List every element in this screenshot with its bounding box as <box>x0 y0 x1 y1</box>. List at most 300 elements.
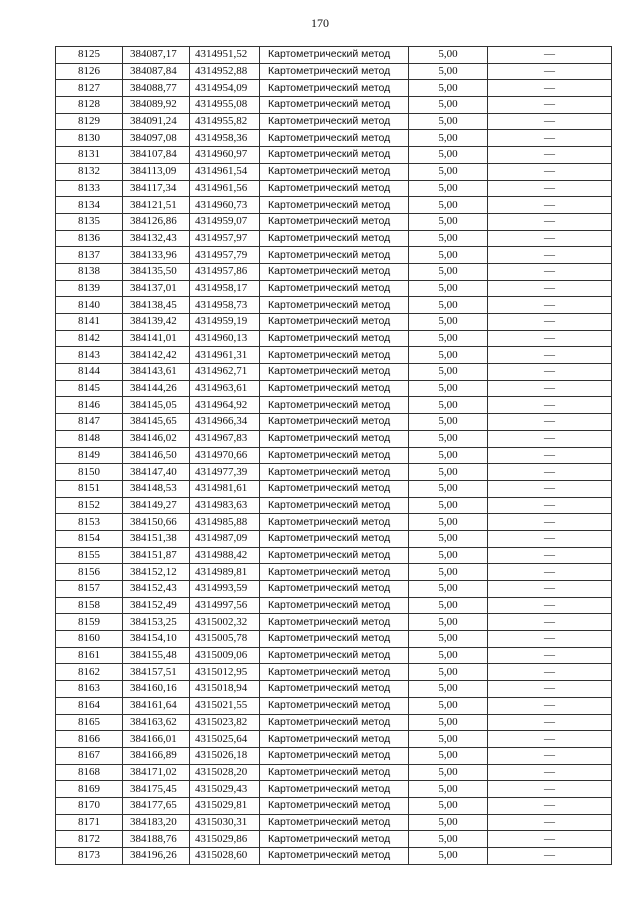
table-row <box>56 213 612 230</box>
y-coordinate-cell: 4315023,82 <box>190 714 260 731</box>
y-coordinate-cell: 4314960,73 <box>190 197 260 214</box>
accuracy-cell: 5,00 <box>409 63 488 80</box>
point-number-cell: 8154 <box>56 530 123 547</box>
method-cell: Картометрический метод <box>260 547 409 564</box>
table-row <box>56 480 612 497</box>
table-row <box>56 764 612 781</box>
note-cell: — <box>488 180 612 197</box>
note-cell: — <box>488 597 612 614</box>
point-number-cell: 8142 <box>56 330 123 347</box>
point-number-cell: 8126 <box>56 63 123 80</box>
note-cell: — <box>488 581 612 598</box>
note-cell: — <box>488 347 612 364</box>
x-coordinate-cell: 384087,84 <box>123 63 190 80</box>
x-coordinate-cell: 384188,76 <box>123 831 190 848</box>
method-cell: Картометрический метод <box>260 97 409 114</box>
note-cell: — <box>488 614 612 631</box>
note-cell: — <box>488 814 612 831</box>
x-coordinate-cell: 384144,26 <box>123 380 190 397</box>
method-cell: Картометрический метод <box>260 764 409 781</box>
accuracy-cell: 5,00 <box>409 364 488 381</box>
accuracy-cell: 5,00 <box>409 714 488 731</box>
note-cell: — <box>488 130 612 147</box>
y-coordinate-cell: 4314957,97 <box>190 230 260 247</box>
table-row <box>56 330 612 347</box>
point-number-cell: 8167 <box>56 747 123 764</box>
x-coordinate-cell: 384091,24 <box>123 113 190 130</box>
method-cell: Картометрический метод <box>260 447 409 464</box>
point-number-cell: 8137 <box>56 247 123 264</box>
accuracy-cell: 5,00 <box>409 514 488 531</box>
point-number-cell: 8141 <box>56 314 123 331</box>
table-row <box>56 464 612 481</box>
x-coordinate-cell: 384097,08 <box>123 130 190 147</box>
accuracy-cell: 5,00 <box>409 614 488 631</box>
accuracy-cell: 5,00 <box>409 530 488 547</box>
method-cell: Картометрический метод <box>260 147 409 164</box>
y-coordinate-cell: 4315028,20 <box>190 764 260 781</box>
accuracy-cell: 5,00 <box>409 247 488 264</box>
x-coordinate-cell: 384150,66 <box>123 514 190 531</box>
note-cell: — <box>488 447 612 464</box>
table-row <box>56 647 612 664</box>
x-coordinate-cell: 384175,45 <box>123 781 190 798</box>
note-cell: — <box>488 297 612 314</box>
table-row <box>56 747 612 764</box>
accuracy-cell: 5,00 <box>409 480 488 497</box>
x-coordinate-cell: 384153,25 <box>123 614 190 631</box>
method-cell: Картометрический метод <box>260 848 409 865</box>
x-coordinate-cell: 384196,26 <box>123 848 190 865</box>
note-cell: — <box>488 97 612 114</box>
accuracy-cell: 5,00 <box>409 113 488 130</box>
method-cell: Картометрический метод <box>260 263 409 280</box>
x-coordinate-cell: 384155,48 <box>123 647 190 664</box>
point-number-cell: 8132 <box>56 163 123 180</box>
point-number-cell: 8145 <box>56 380 123 397</box>
method-cell: Картометрический метод <box>260 197 409 214</box>
method-cell: Картометрический метод <box>260 797 409 814</box>
point-number-cell: 8161 <box>56 647 123 664</box>
method-cell: Картометрический метод <box>260 781 409 798</box>
y-coordinate-cell: 4315012,95 <box>190 664 260 681</box>
method-cell: Картометрический метод <box>260 497 409 514</box>
x-coordinate-cell: 384121,51 <box>123 197 190 214</box>
accuracy-cell: 5,00 <box>409 80 488 97</box>
accuracy-cell: 5,00 <box>409 547 488 564</box>
x-coordinate-cell: 384171,02 <box>123 764 190 781</box>
point-number-cell: 8129 <box>56 113 123 130</box>
accuracy-cell: 5,00 <box>409 180 488 197</box>
accuracy-cell: 5,00 <box>409 314 488 331</box>
x-coordinate-cell: 384113,09 <box>123 163 190 180</box>
table-row <box>56 597 612 614</box>
point-number-cell: 8157 <box>56 581 123 598</box>
accuracy-cell: 5,00 <box>409 147 488 164</box>
x-coordinate-cell: 384089,92 <box>123 97 190 114</box>
x-coordinate-cell: 384157,51 <box>123 664 190 681</box>
method-cell: Картометрический метод <box>260 230 409 247</box>
accuracy-cell: 5,00 <box>409 464 488 481</box>
table-row <box>56 447 612 464</box>
note-cell: — <box>488 414 612 431</box>
x-coordinate-cell: 384107,84 <box>123 147 190 164</box>
table-row <box>56 163 612 180</box>
table-row <box>56 781 612 798</box>
x-coordinate-cell: 384161,64 <box>123 697 190 714</box>
x-coordinate-cell: 384137,01 <box>123 280 190 297</box>
point-number-cell: 8170 <box>56 797 123 814</box>
accuracy-cell: 5,00 <box>409 430 488 447</box>
note-cell: — <box>488 697 612 714</box>
accuracy-cell: 5,00 <box>409 781 488 798</box>
table-row <box>56 147 612 164</box>
method-cell: Картометрический метод <box>260 597 409 614</box>
point-number-cell: 8169 <box>56 781 123 798</box>
table-row <box>56 664 612 681</box>
method-cell: Картометрический метод <box>260 664 409 681</box>
y-coordinate-cell: 4314954,09 <box>190 80 260 97</box>
note-cell: — <box>488 280 612 297</box>
table-row <box>56 731 612 748</box>
y-coordinate-cell: 4314952,88 <box>190 63 260 80</box>
note-cell: — <box>488 364 612 381</box>
x-coordinate-cell: 384126,86 <box>123 213 190 230</box>
coordinates-table-body <box>56 47 612 865</box>
y-coordinate-cell: 4314958,17 <box>190 280 260 297</box>
accuracy-cell: 5,00 <box>409 681 488 698</box>
x-coordinate-cell: 384088,77 <box>123 80 190 97</box>
accuracy-cell: 5,00 <box>409 163 488 180</box>
note-cell: — <box>488 213 612 230</box>
point-number-cell: 8171 <box>56 814 123 831</box>
table-row <box>56 113 612 130</box>
point-number-cell: 8165 <box>56 714 123 731</box>
point-number-cell: 8162 <box>56 664 123 681</box>
y-coordinate-cell: 4314962,71 <box>190 364 260 381</box>
table-row <box>56 497 612 514</box>
accuracy-cell: 5,00 <box>409 581 488 598</box>
method-cell: Картометрический метод <box>260 314 409 331</box>
note-cell: — <box>488 547 612 564</box>
accuracy-cell: 5,00 <box>409 447 488 464</box>
y-coordinate-cell: 4314960,13 <box>190 330 260 347</box>
accuracy-cell: 5,00 <box>409 597 488 614</box>
y-coordinate-cell: 4314958,36 <box>190 130 260 147</box>
method-cell: Картометрический метод <box>260 280 409 297</box>
table-row <box>56 631 612 648</box>
y-coordinate-cell: 4314983,63 <box>190 497 260 514</box>
table-row <box>56 364 612 381</box>
y-coordinate-cell: 4315005,78 <box>190 631 260 648</box>
accuracy-cell: 5,00 <box>409 747 488 764</box>
note-cell: — <box>488 731 612 748</box>
y-coordinate-cell: 4315025,64 <box>190 731 260 748</box>
table-row <box>56 47 612 64</box>
accuracy-cell: 5,00 <box>409 380 488 397</box>
method-cell: Картометрический метод <box>260 697 409 714</box>
method-cell: Картометрический метод <box>260 747 409 764</box>
table-row <box>56 197 612 214</box>
method-cell: Картометрический метод <box>260 480 409 497</box>
method-cell: Картометрический метод <box>260 631 409 648</box>
note-cell: — <box>488 530 612 547</box>
x-coordinate-cell: 384117,34 <box>123 180 190 197</box>
note-cell: — <box>488 397 612 414</box>
accuracy-cell: 5,00 <box>409 230 488 247</box>
y-coordinate-cell: 4314961,54 <box>190 163 260 180</box>
y-coordinate-cell: 4314989,81 <box>190 564 260 581</box>
point-number-cell: 8135 <box>56 213 123 230</box>
y-coordinate-cell: 4315002,32 <box>190 614 260 631</box>
method-cell: Картометрический метод <box>260 647 409 664</box>
note-cell: — <box>488 764 612 781</box>
point-number-cell: 8151 <box>56 480 123 497</box>
point-number-cell: 8150 <box>56 464 123 481</box>
x-coordinate-cell: 384154,10 <box>123 631 190 648</box>
point-number-cell: 8136 <box>56 230 123 247</box>
point-number-cell: 8125 <box>56 47 123 64</box>
accuracy-cell: 5,00 <box>409 97 488 114</box>
table-row <box>56 80 612 97</box>
accuracy-cell: 5,00 <box>409 263 488 280</box>
x-coordinate-cell: 384160,16 <box>123 681 190 698</box>
point-number-cell: 8173 <box>56 848 123 865</box>
x-coordinate-cell: 384149,27 <box>123 497 190 514</box>
y-coordinate-cell: 4314957,79 <box>190 247 260 264</box>
note-cell: — <box>488 464 612 481</box>
x-coordinate-cell: 384138,45 <box>123 297 190 314</box>
accuracy-cell: 5,00 <box>409 564 488 581</box>
table-row <box>56 614 612 631</box>
point-number-cell: 8153 <box>56 514 123 531</box>
table-row <box>56 63 612 80</box>
note-cell: — <box>488 80 612 97</box>
y-coordinate-cell: 4314966,34 <box>190 414 260 431</box>
table-row <box>56 530 612 547</box>
x-coordinate-cell: 384141,01 <box>123 330 190 347</box>
y-coordinate-cell: 4315009,06 <box>190 647 260 664</box>
note-cell: — <box>488 230 612 247</box>
method-cell: Картометрический метод <box>260 514 409 531</box>
point-number-cell: 8166 <box>56 731 123 748</box>
method-cell: Картометрический метод <box>260 163 409 180</box>
method-cell: Картометрический метод <box>260 464 409 481</box>
x-coordinate-cell: 384146,50 <box>123 447 190 464</box>
accuracy-cell: 5,00 <box>409 197 488 214</box>
note-cell: — <box>488 330 612 347</box>
point-number-cell: 8159 <box>56 614 123 631</box>
point-number-cell: 8164 <box>56 697 123 714</box>
note-cell: — <box>488 263 612 280</box>
table-row <box>56 564 612 581</box>
method-cell: Картометрический метод <box>260 564 409 581</box>
x-coordinate-cell: 384143,61 <box>123 364 190 381</box>
table-row <box>56 581 612 598</box>
table-row <box>56 230 612 247</box>
accuracy-cell: 5,00 <box>409 814 488 831</box>
accuracy-cell: 5,00 <box>409 280 488 297</box>
y-coordinate-cell: 4314958,73 <box>190 297 260 314</box>
method-cell: Картометрический метод <box>260 581 409 598</box>
coordinates-table <box>55 46 612 865</box>
accuracy-cell: 5,00 <box>409 831 488 848</box>
note-cell: — <box>488 848 612 865</box>
note-cell: — <box>488 63 612 80</box>
method-cell: Картометрический метод <box>260 397 409 414</box>
note-cell: — <box>488 247 612 264</box>
note-cell: — <box>488 564 612 581</box>
y-coordinate-cell: 4315021,55 <box>190 697 260 714</box>
table-row <box>56 714 612 731</box>
method-cell: Картометрический метод <box>260 380 409 397</box>
table-row <box>56 547 612 564</box>
x-coordinate-cell: 384147,40 <box>123 464 190 481</box>
x-coordinate-cell: 384151,87 <box>123 547 190 564</box>
method-cell: Картометрический метод <box>260 130 409 147</box>
table-row <box>56 297 612 314</box>
y-coordinate-cell: 4314960,97 <box>190 147 260 164</box>
note-cell: — <box>488 664 612 681</box>
y-coordinate-cell: 4314955,82 <box>190 113 260 130</box>
table-row <box>56 314 612 331</box>
table-row <box>56 848 612 865</box>
accuracy-cell: 5,00 <box>409 731 488 748</box>
y-coordinate-cell: 4314993,59 <box>190 581 260 598</box>
accuracy-cell: 5,00 <box>409 330 488 347</box>
note-cell: — <box>488 497 612 514</box>
note-cell: — <box>488 747 612 764</box>
method-cell: Картометрический метод <box>260 364 409 381</box>
point-number-cell: 8148 <box>56 430 123 447</box>
table-row <box>56 397 612 414</box>
method-cell: Картометрический метод <box>260 47 409 64</box>
point-number-cell: 8146 <box>56 397 123 414</box>
point-number-cell: 8127 <box>56 80 123 97</box>
x-coordinate-cell: 384166,01 <box>123 731 190 748</box>
y-coordinate-cell: 4314985,88 <box>190 514 260 531</box>
note-cell: — <box>488 831 612 848</box>
x-coordinate-cell: 384087,17 <box>123 47 190 64</box>
y-coordinate-cell: 4314959,07 <box>190 213 260 230</box>
accuracy-cell: 5,00 <box>409 764 488 781</box>
x-coordinate-cell: 384148,53 <box>123 480 190 497</box>
accuracy-cell: 5,00 <box>409 631 488 648</box>
note-cell: — <box>488 647 612 664</box>
accuracy-cell: 5,00 <box>409 697 488 714</box>
y-coordinate-cell: 4314964,92 <box>190 397 260 414</box>
table-row <box>56 681 612 698</box>
note-cell: — <box>488 781 612 798</box>
table-row <box>56 180 612 197</box>
page-number: 170 <box>311 16 329 30</box>
y-coordinate-cell: 4315026,18 <box>190 747 260 764</box>
method-cell: Картометрический метод <box>260 831 409 848</box>
x-coordinate-cell: 384152,43 <box>123 581 190 598</box>
method-cell: Картометрический метод <box>260 530 409 547</box>
y-coordinate-cell: 4314970,66 <box>190 447 260 464</box>
x-coordinate-cell: 384152,49 <box>123 597 190 614</box>
x-coordinate-cell: 384152,12 <box>123 564 190 581</box>
y-coordinate-cell: 4315018,94 <box>190 681 260 698</box>
accuracy-cell: 5,00 <box>409 47 488 64</box>
note-cell: — <box>488 113 612 130</box>
x-coordinate-cell: 384163,62 <box>123 714 190 731</box>
table-row <box>56 697 612 714</box>
note-cell: — <box>488 631 612 648</box>
point-number-cell: 8156 <box>56 564 123 581</box>
table-row <box>56 263 612 280</box>
table-row <box>56 280 612 297</box>
y-coordinate-cell: 4314988,42 <box>190 547 260 564</box>
table-row <box>56 347 612 364</box>
y-coordinate-cell: 4314981,61 <box>190 480 260 497</box>
table-row <box>56 514 612 531</box>
accuracy-cell: 5,00 <box>409 213 488 230</box>
accuracy-cell: 5,00 <box>409 797 488 814</box>
x-coordinate-cell: 384177,65 <box>123 797 190 814</box>
point-number-cell: 8149 <box>56 447 123 464</box>
note-cell: — <box>488 681 612 698</box>
point-number-cell: 8139 <box>56 280 123 297</box>
method-cell: Картометрический метод <box>260 213 409 230</box>
note-cell: — <box>488 147 612 164</box>
y-coordinate-cell: 4314961,56 <box>190 180 260 197</box>
table-row <box>56 430 612 447</box>
y-coordinate-cell: 4314997,56 <box>190 597 260 614</box>
accuracy-cell: 5,00 <box>409 664 488 681</box>
point-number-cell: 8140 <box>56 297 123 314</box>
accuracy-cell: 5,00 <box>409 130 488 147</box>
method-cell: Картометрический метод <box>260 297 409 314</box>
point-number-cell: 8130 <box>56 130 123 147</box>
table-row <box>56 130 612 147</box>
point-number-cell: 8168 <box>56 764 123 781</box>
note-cell: — <box>488 163 612 180</box>
method-cell: Картометрический метод <box>260 113 409 130</box>
method-cell: Картометрический метод <box>260 347 409 364</box>
point-number-cell: 8152 <box>56 497 123 514</box>
accuracy-cell: 5,00 <box>409 848 488 865</box>
point-number-cell: 8131 <box>56 147 123 164</box>
y-coordinate-cell: 4315028,60 <box>190 848 260 865</box>
point-number-cell: 8158 <box>56 597 123 614</box>
point-number-cell: 8155 <box>56 547 123 564</box>
method-cell: Картометрический метод <box>260 681 409 698</box>
y-coordinate-cell: 4315029,43 <box>190 781 260 798</box>
y-coordinate-cell: 4315029,86 <box>190 831 260 848</box>
method-cell: Картометрический метод <box>260 814 409 831</box>
accuracy-cell: 5,00 <box>409 414 488 431</box>
y-coordinate-cell: 4315029,81 <box>190 797 260 814</box>
y-coordinate-cell: 4314951,52 <box>190 47 260 64</box>
x-coordinate-cell: 384146,02 <box>123 430 190 447</box>
table-row <box>56 414 612 431</box>
table-row <box>56 797 612 814</box>
point-number-cell: 8163 <box>56 681 123 698</box>
x-coordinate-cell: 384139,42 <box>123 314 190 331</box>
y-coordinate-cell: 4315030,31 <box>190 814 260 831</box>
method-cell: Картометрический метод <box>260 714 409 731</box>
accuracy-cell: 5,00 <box>409 347 488 364</box>
x-coordinate-cell: 384183,20 <box>123 814 190 831</box>
point-number-cell: 8138 <box>56 263 123 280</box>
note-cell: — <box>488 197 612 214</box>
table-row <box>56 831 612 848</box>
note-cell: — <box>488 47 612 64</box>
y-coordinate-cell: 4314987,09 <box>190 530 260 547</box>
point-number-cell: 8160 <box>56 631 123 648</box>
